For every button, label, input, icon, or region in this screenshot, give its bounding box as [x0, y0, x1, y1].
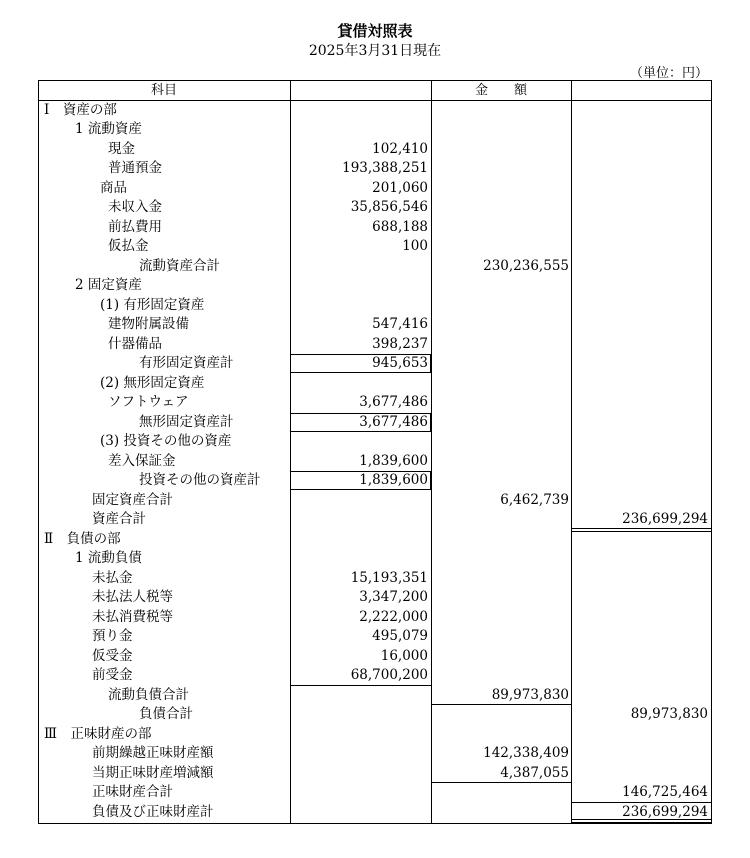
column-divider-1	[290, 80, 291, 824]
amount-cell: 3,347,200	[359, 589, 428, 605]
subtotal-box	[290, 471, 431, 490]
row-label: ソフトウェア	[108, 394, 189, 410]
amount-cell: 1,839,600	[359, 472, 428, 488]
amount-cell: 68,700,200	[350, 667, 428, 683]
row-label: 流動資産合計	[139, 258, 220, 274]
amount-cell: 3,677,486	[359, 394, 428, 410]
subtotal-cell: 4,387,055	[500, 765, 569, 781]
amount-cell: 15,193,351	[350, 570, 428, 586]
total-cell: 236,699,294	[622, 804, 708, 820]
row-label: (2) 無形固定資産	[100, 375, 205, 391]
row-label: 正味財産合計	[92, 784, 173, 800]
row-label: 投資その他の資産計	[139, 472, 261, 488]
unit-label: （単位：円）	[629, 66, 708, 81]
as-of-date: 2025年3月31日現在	[308, 43, 442, 59]
row-label: 商品	[100, 180, 127, 196]
rule-line	[571, 802, 712, 803]
amount-cell: 495,079	[372, 628, 428, 644]
subtotal-cell: 6,462,739	[500, 492, 569, 508]
row-label: (3) 投資その他の資産	[100, 433, 232, 449]
total-cell: 146,725,464	[622, 784, 708, 800]
double-rule	[571, 819, 711, 823]
amount-cell: 102,410	[372, 141, 428, 157]
subtotal-cell: 89,973,830	[491, 687, 569, 703]
row-label: 現金	[108, 141, 135, 157]
subtotal-box	[290, 354, 431, 373]
amount-cell: 193,388,251	[342, 160, 428, 176]
row-label: 前期繰越正味財産額	[92, 745, 214, 761]
amount-cell: 35,856,546	[350, 199, 428, 215]
total-cell: 89,973,830	[630, 706, 708, 722]
amount-cell: 398,237	[372, 336, 428, 352]
row-label: 預り金	[92, 628, 133, 644]
rule-line	[431, 782, 571, 783]
row-label: 負債合計	[139, 706, 193, 722]
row-label: 1 流動資産	[75, 121, 142, 137]
subtotal-cell: 230,236,555	[483, 258, 569, 274]
section-liabilities: Ⅱ 負債の部	[44, 531, 121, 547]
row-label: 普通預金	[108, 160, 162, 176]
row-label: 什器備品	[108, 336, 162, 352]
row-label: 無形固定資産計	[139, 414, 234, 430]
page-title: 貸借対照表	[337, 22, 413, 40]
row-label: 有形固定資産計	[139, 355, 234, 371]
amount-cell: 688,188	[372, 219, 428, 235]
amount-cell: 16,000	[380, 648, 428, 664]
amount-cell: 100	[402, 238, 428, 254]
row-label: (1) 有形固定資産	[100, 297, 205, 313]
row-label: 2 固定資産	[75, 277, 142, 293]
balance-sheet-table	[38, 80, 712, 824]
row-label: 資産合計	[92, 511, 146, 527]
row-label: 仮受金	[92, 648, 133, 664]
row-label: 負債及び正味財産計	[92, 804, 214, 820]
double-rule	[571, 528, 711, 532]
row-label: 未払金	[92, 570, 133, 586]
section-assets: Ⅰ 資産の部	[44, 102, 117, 118]
subtotal-box	[290, 413, 431, 432]
amount-cell: 2,222,000	[359, 609, 428, 625]
amount-cell: 1,839,600	[359, 453, 428, 469]
rule-line	[290, 685, 431, 686]
row-label: 仮払金	[108, 238, 149, 254]
header-amount: 金 額	[474, 83, 527, 98]
row-label: 前受金	[92, 667, 133, 683]
amount-cell: 547,416	[372, 316, 428, 332]
row-label: 差入保証金	[108, 453, 176, 469]
row-label: 前払費用	[108, 219, 162, 235]
column-divider-3	[571, 80, 572, 824]
row-label: 流動負債合計	[108, 687, 189, 703]
amount-cell: 945,653	[372, 355, 428, 371]
row-label: 未払消費税等	[92, 609, 173, 625]
row-label: 当期正味財産増減額	[92, 765, 214, 781]
amount-cell: 201,060	[372, 180, 428, 196]
rule-line	[431, 704, 571, 705]
subtotal-cell: 142,338,409	[483, 745, 569, 761]
row-label: 固定資産合計	[92, 492, 173, 508]
row-label: 建物附属設備	[108, 316, 189, 332]
amount-cell: 3,677,486	[359, 414, 428, 430]
header-account: 科目	[150, 83, 177, 98]
table-right-border	[711, 80, 712, 824]
total-cell: 236,699,294	[622, 511, 708, 527]
row-label: 未収入金	[108, 199, 162, 215]
row-label: 未払法人税等	[92, 589, 173, 605]
row-label: 1 流動負債	[75, 550, 142, 566]
table-bottom-border	[38, 823, 712, 824]
column-divider-2	[431, 80, 432, 824]
section-net-assets: Ⅲ 正味財産の部	[44, 726, 152, 742]
header-bottom-border	[38, 100, 712, 101]
table-left-border	[38, 80, 39, 824]
